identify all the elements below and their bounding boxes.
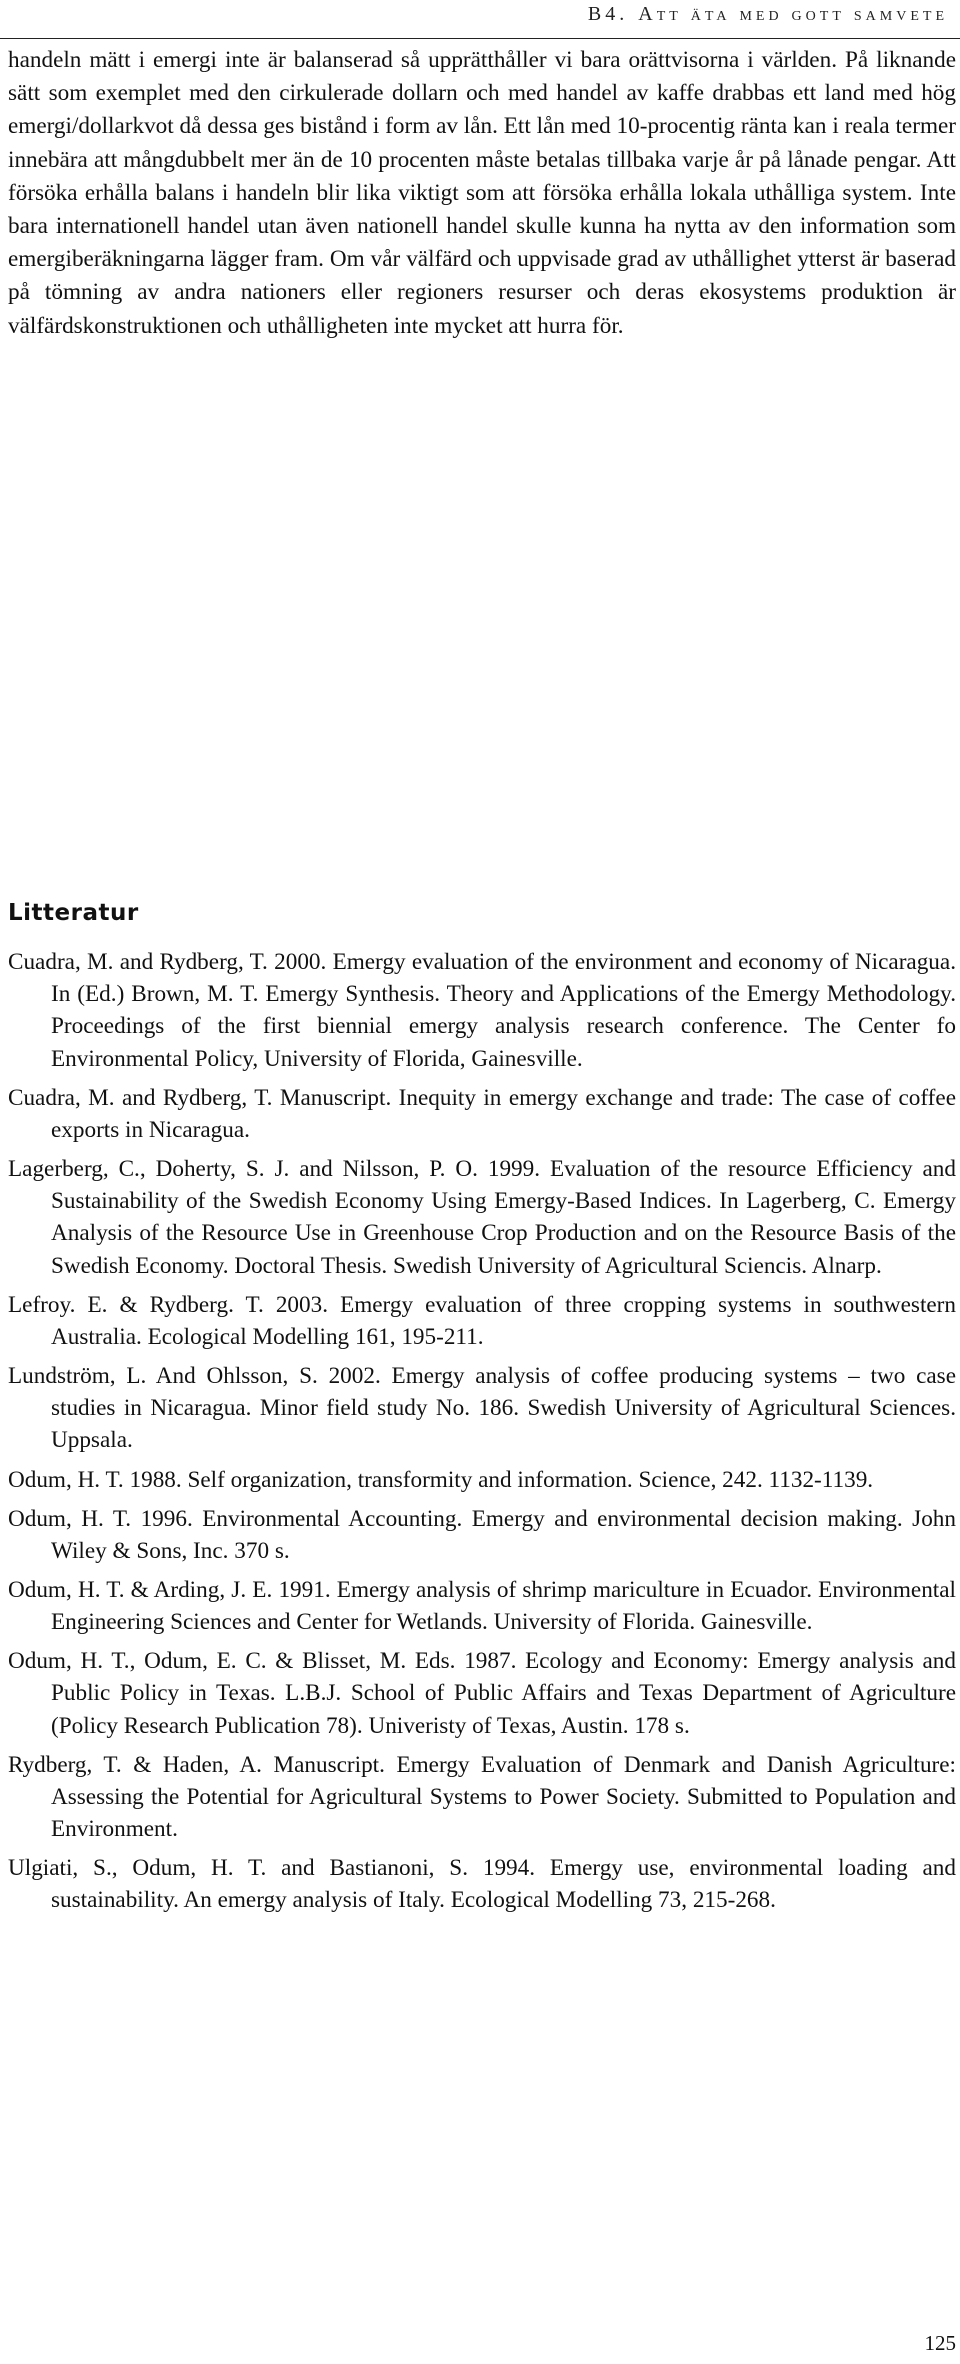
running-header <box>348 0 960 28</box>
reference-item: Cuadra, M. and Rydberg, T. 2000. Emergy evaluation of the environment and economy of Nicaragua. In (Ed.) Brown, M. T. Emergy Synthesis. Theory and Applications of the Emergy Methodology. Proceedings of the first biennial emergy analysis research conference. The Center fo Environmental Policy, University of Florida, Gainesville. <box>8 949 956 1072</box>
reference-item: Odum, H. T. 1996. Environmental Accounting. Emergy and environmental decision making. John Wiley & Sons, Inc. 370 s. <box>8 1505 956 1564</box>
page-number: 125 <box>924 2331 956 2355</box>
reference-item: Lagerberg, C., Doherty, S. J. and Nilsson, P. O. 1999. Evaluation of the resource Efficiency and Sustainability of the Swedish Economy Using Emergy-Based Indices. In Lagerberg, C. Emergy Analysis of the Resource Use in Greenhouse Crop Production and on the Resource Basis of the Swedish Economy. Doctoral Thesis. Swedish University of Agricultural Sciencis. Alnarp. <box>8 1156 956 1279</box>
reference-item: Ulgiati, S., Odum, H. T. and Bastianoni, S. 1994. Emergy use, environmental loading and sustainability. An emergy analysis of Italy. Ecological Modelling 73, 215-268. <box>8 1855 956 1914</box>
reference-item: Odum, H. T. & Arding, J. E. 1991. Emergy analysis of shrimp mariculture in Ecuador. Environmental Engineering Sciences and Center for Wetlands. University of Florida. Gainesville. <box>8 1576 956 1636</box>
running-header-title: Att äta med gott samvete <box>638 3 948 25</box>
literature-heading: Litteratur <box>8 900 139 926</box>
reference-list <box>8 946 956 1923</box>
reference-item: Rydberg, T. & Haden, A. Manuscript. Emergy Evaluation of Denmark and Danish Agriculture: Assessing the Potential for Agricultural Systems to Power Society. Submitted to Population and Environment. <box>8 1751 956 1843</box>
reference-item: Lundström, L. And Ohlsson, S. 2002. Emergy analysis of coffee producing systems – two case studies in Nicaragua. Minor field study No. 186. Swedish University of Agricultural Sciences. Uppsala. <box>8 1363 956 1454</box>
running-header-code: B4. <box>587 3 629 25</box>
reference-item: Odum, H. T., Odum, E. C. & Blisset, M. Eds. 1987. Ecology and Economy: Emergy analysis and Public Policy in Texas. L.B.J. School of Public Affairs and Texas Department of Agriculture (Policy Research Publication 78). Univeristy of Texas, Austin. 178 s. <box>8 1648 956 1739</box>
header-rule <box>0 38 960 39</box>
reference-item: Odum, H. T. 1988. Self organization, transformity and information. Science, 242. 1132-1139. <box>8 1466 874 1493</box>
reference-item: Cuadra, M. and Rydberg, T. Manuscript. Inequity in emergy exchange and trade: The case of coffee exports in Nicaragua. <box>8 1084 956 1143</box>
reference-item: Lefroy. E. & Rydberg. T. 2003. Emergy evaluation of three cropping systems in southwestern Australia. Ecological Modelling 161, 195-211. <box>8 1291 956 1350</box>
body-paragraph: handeln mätt i emergi inte är balanserad så upprätthåller vi bara orättvisorna i världen. På liknande sätt som exemplet med den cirkulerade dollarn och med handel av kaffe drabbas ett land med hög emergi/dollarkvot då dessa ges bistånd i form av lån. Ett lån med 10-procentig ränta kan i reala termer innebära att mångdubbelt mer än de 10 procenten måste betalas tillbaka varje år på lånade pengar. Att försöka erhålla balans i handeln blir lika viktigt som att försöka erhålla lokala uthålliga system. Inte bara internationell handel utan även nationell handel skulle kunna ha nytta av den information som emergiberäkningarna lägger fram. Om vår välfärd och uppvisade grad av uthållighet ytterst är baserad på tömning av andra nationers eller regioners resurser och deras ekosystems produktion är välfärdskonstruktionen och uthålligheten inte mycket att hurra för. <box>8 47 956 339</box>
